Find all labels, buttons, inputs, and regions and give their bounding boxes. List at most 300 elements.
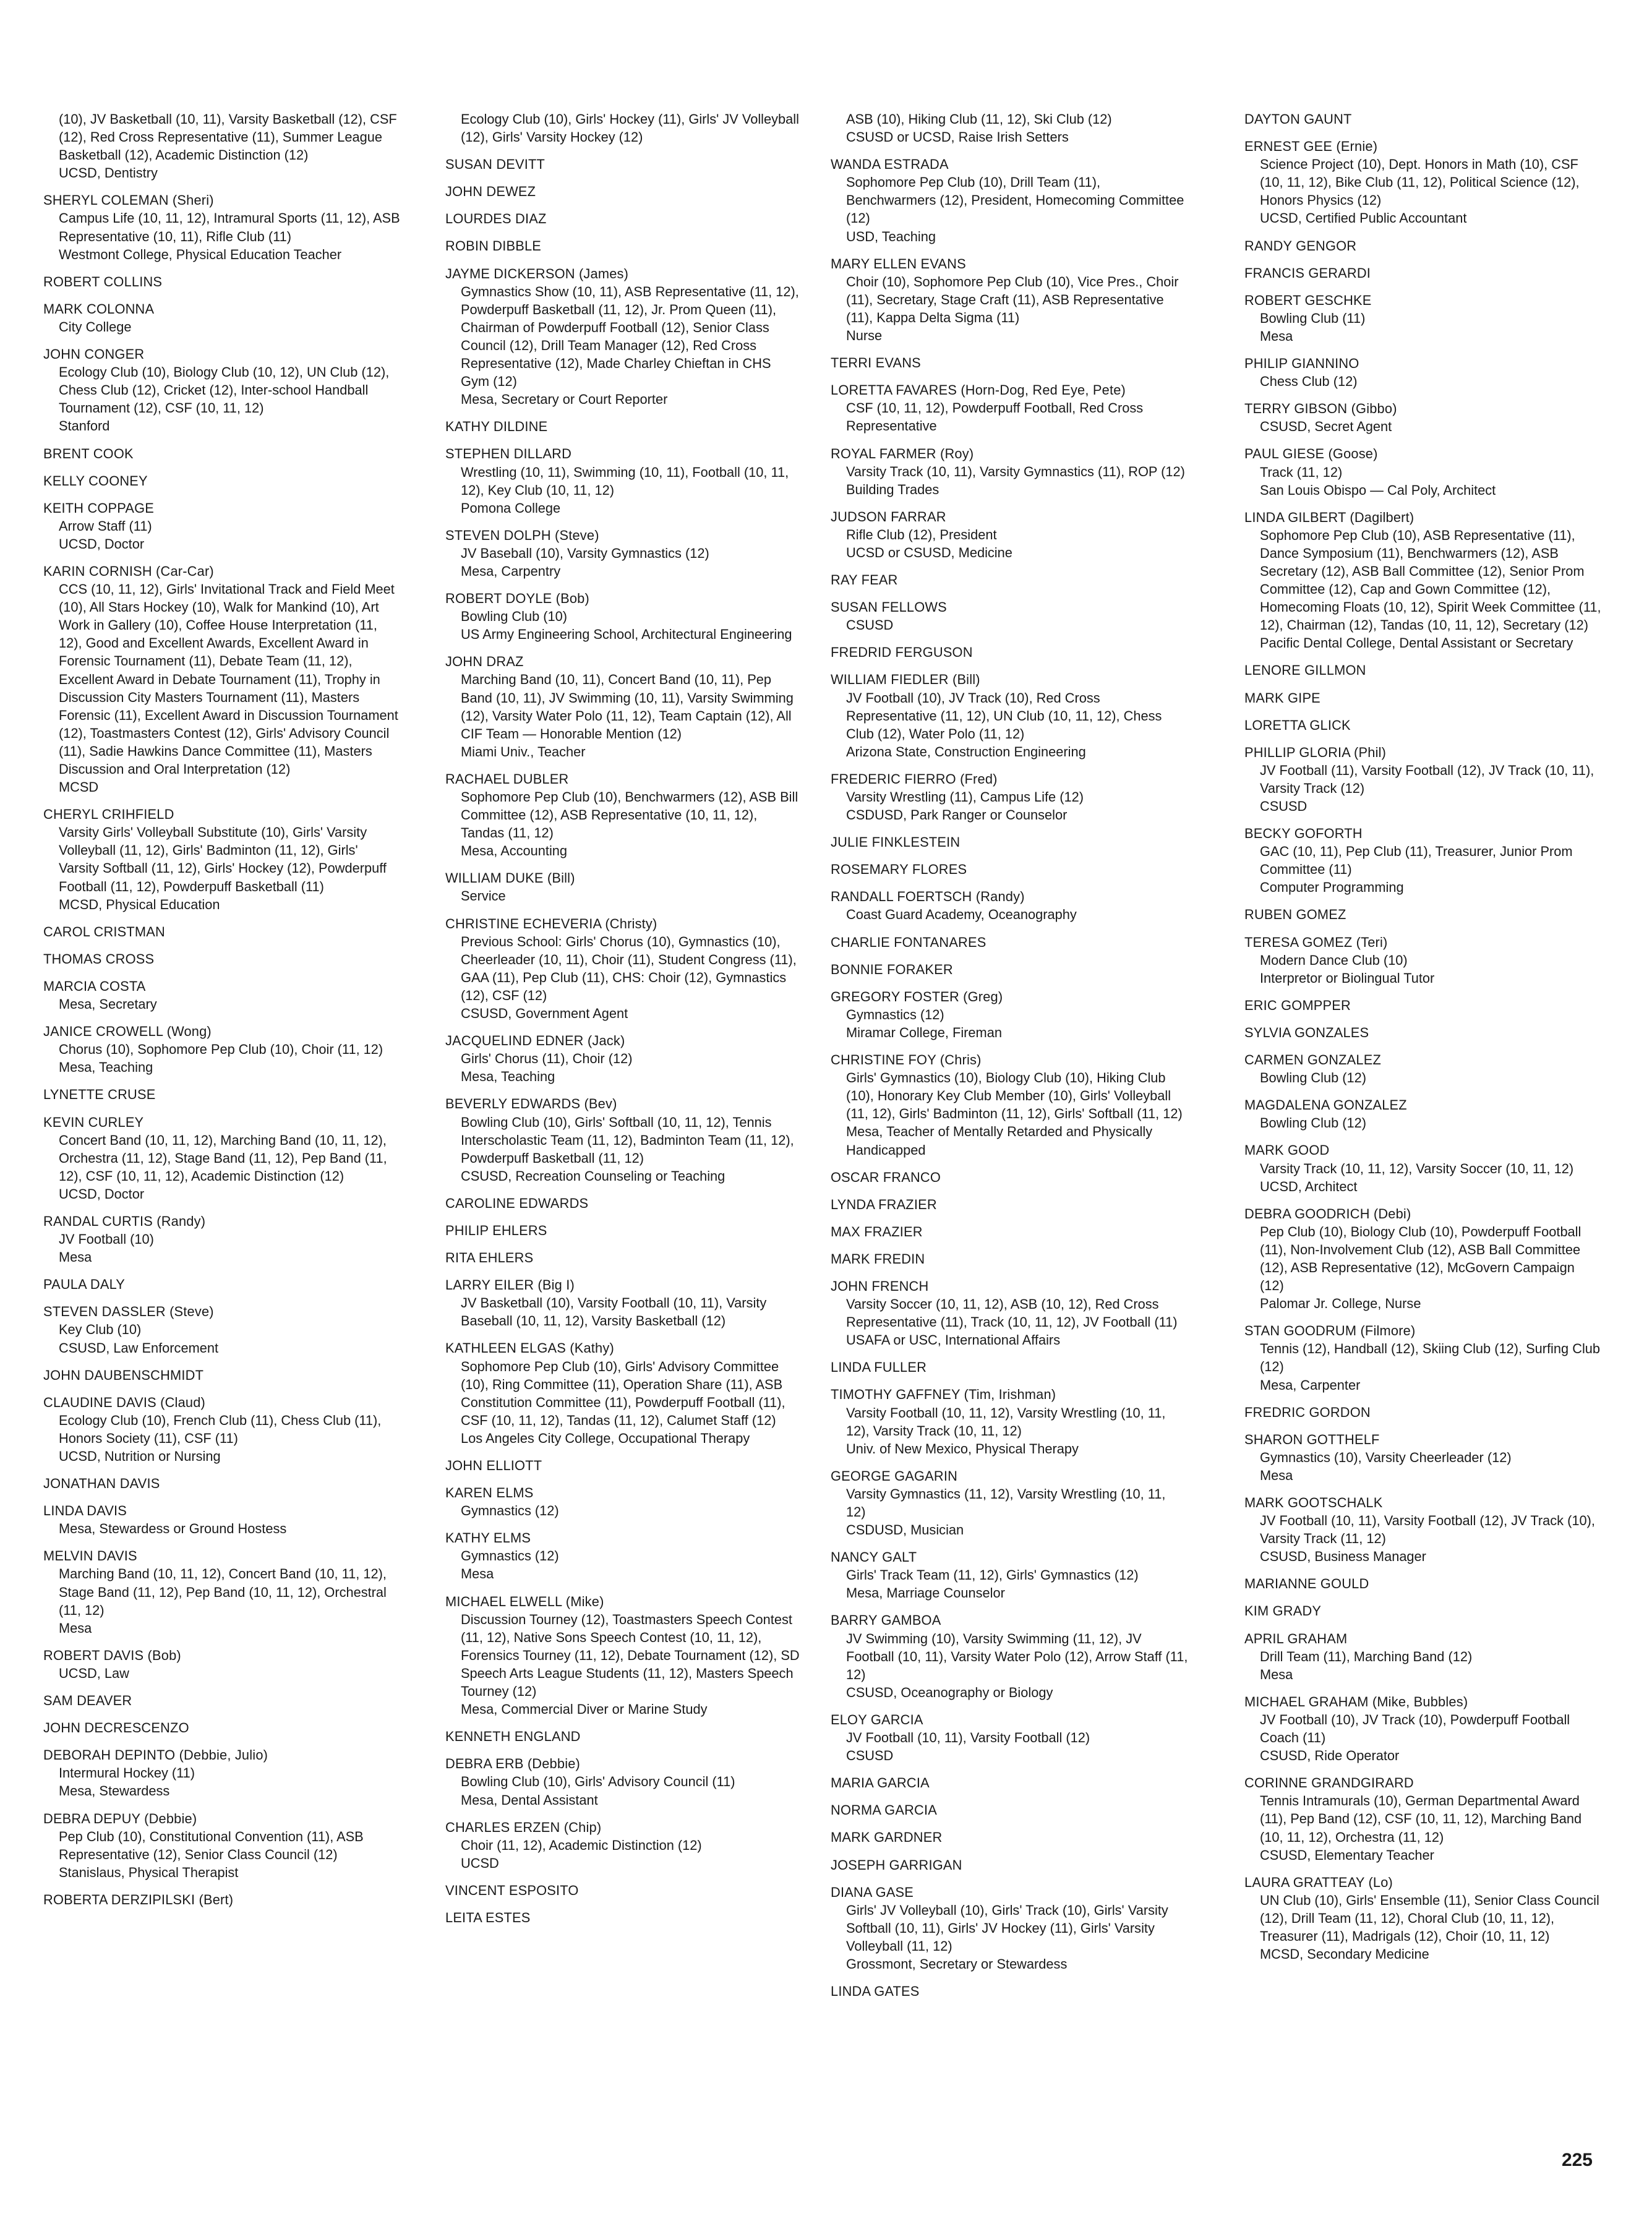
student-name: MELVIN DAVIS [43, 1548, 137, 1564]
student-entry [445, 770, 803, 860]
student-detail-line: CSUSD, Government Agent [461, 1006, 628, 1022]
student-entry [1244, 905, 1602, 923]
student-entry [445, 237, 803, 255]
student-detail-line: Interpretor or Biolingual Tutor [1260, 970, 1435, 986]
student-detail-line: Mesa, Teaching [59, 1059, 153, 1076]
student-entry [43, 445, 401, 463]
student-name: CHRISTINE FOY (Chris) [831, 1052, 982, 1068]
student-name: VINCENT ESPOSITO [445, 1882, 579, 1898]
student-name: FREDERIC FIERRO (Fred) [831, 771, 998, 787]
student-detail-line: Pep Club (10), Biology Club (10), Powderpuff Football (11), Non-Involvement Club (12), ASB Ball Committee (12), ASB Representative (12), McGovern Campaign (12) [1260, 1223, 1581, 1294]
student-name: LORETTA FAVARES (Horn-Dog, Red Eye, Pete) [831, 382, 1126, 398]
student-name: NANCY GALT [831, 1549, 917, 1565]
student-detail-line: Varsity Football (10, 11, 12), Varsity Wrestling (10, 11, 12), Varsity Track (10, 11, 12) [846, 1405, 1166, 1439]
student-name: RAY FEAR [831, 572, 898, 588]
student-entry [43, 1275, 401, 1293]
student-entry [445, 589, 803, 643]
student-detail-line: Gymnastics Show (10, 11), ASB Representative (11, 12), Powderpuff Basketball (11, 12), Jr. Prom Queen (11), Chairman of Powderpuff Football (12), Senior Class Council (12), Drill Team Manager (12), Red Cross Representative (12), Made Charley Chieftan in CHS Gym (12) [461, 283, 799, 390]
student-entry [831, 1168, 1188, 1186]
student-name: THOMAS CROSS [43, 951, 155, 967]
student-entry [831, 598, 1188, 634]
student-entry [831, 1828, 1188, 1846]
student-entry [831, 933, 1188, 951]
student-detail-line: USD, Teaching [846, 228, 936, 244]
student-detail-line: Bowling Club (12) [1260, 1070, 1367, 1086]
student-entry [43, 562, 401, 796]
student-entry [445, 1909, 803, 1927]
student-detail-line: Mesa [59, 1249, 92, 1265]
student-entry [831, 770, 1188, 824]
student-name: ROBERT GESCHKE [1244, 292, 1372, 308]
student-entry [43, 1646, 401, 1682]
student-detail-line: CSUSD or UCSD, Raise Irish Setters [846, 129, 1069, 145]
student-detail-line: Mesa [1260, 1666, 1293, 1682]
student-detail-line: Sophomore Pep Club (10), Drill Team (11), Benchwarmers (12), President, Homecoming Committee (12) [846, 174, 1184, 226]
student-entry [1244, 1322, 1602, 1393]
student-detail-line: Concert Band (10, 11, 12), Marching Band (10, 11, 12), Orchestra (11, 12), Stage Band (11, 12), Pep Band (11, 12), CSF (10, 11, 12), Academic Distinction (12) [59, 1132, 387, 1184]
student-detail-line: Rifle Club (12), President [846, 526, 997, 542]
student-entry [1244, 1575, 1602, 1593]
student-detail-line: UCSD, Certified Public Accountant [1260, 210, 1467, 226]
student-name: APRIL GRAHAM [1244, 1630, 1348, 1646]
student-name: ROBERTA DERZIPILSKI (Bert) [43, 1891, 234, 1907]
student-name: KEVIN CURLEY [43, 1114, 144, 1130]
student-detail-line: Mesa, Teacher of Mentally Retarded and Physically Handicapped [846, 1124, 1153, 1158]
student-name: CAROL CRISTMAN [43, 923, 165, 939]
student-detail-line: Key Club (10) [59, 1322, 142, 1338]
student-name: JANICE CROWELL (Wong) [43, 1024, 212, 1040]
student-name: BRENT COOK [43, 445, 134, 461]
student-name: MAX FRAZIER [831, 1223, 923, 1239]
student-name: CAROLINE EDWARDS [445, 1195, 589, 1211]
student-entry [1244, 996, 1602, 1014]
student-name: DEBRA DEPUY (Debbie) [43, 1810, 197, 1826]
student-detail-line: CSF (10, 11, 12), Powderpuff Football, Red Cross Representative [846, 400, 1144, 434]
student-entry [831, 155, 1188, 245]
student-detail-line: JV Baseball (10), Varsity Gymnastics (12) [461, 545, 709, 561]
student-name: JOHN FRENCH [831, 1278, 929, 1294]
student-name: LORETTA GLICK [1244, 717, 1351, 733]
student-entry [445, 210, 803, 228]
student-detail-line: Discussion Tourney (12), Toastmasters Speech Contest (11, 12), Native Sons Speech Contest (10, 11, 12), Forensics Tourney (11, 12), Debate Tournament (12), SD Speech Arts League Students (11, 12), Masters Speech Tourney (12) [461, 1611, 800, 1700]
student-detail-line: Pep Club (10), Constitutional Convention (11), ASB Representative (12), Senior Class Council (12) [59, 1828, 364, 1862]
directory-column-4 [1244, 110, 1602, 1972]
student-detail-line: Sophomore Pep Club (10), Benchwarmers (12), ASB Bill Committee (12), ASB Representative (10, 11, 12), Tandas (11, 12) [461, 789, 798, 841]
student-detail-line: Pacific Dental College, Dental Assistant or Secretary [1260, 635, 1573, 651]
student-name: RITA EHLERS [445, 1250, 534, 1266]
student-name: MARK GARDNER [831, 1829, 943, 1846]
student-name: WILLIAM FIEDLER (Bill) [831, 672, 980, 688]
student-detail-line: Mesa, Stewardess or Ground Hostess [59, 1521, 287, 1537]
student-entry [445, 1457, 803, 1474]
student-entry [1244, 237, 1602, 255]
student-detail-line: San Louis Obispo — Cal Poly, Architect [1260, 482, 1496, 498]
student-detail-line: Computer Programming [1260, 879, 1404, 896]
student-detail-line: Girls' JV Volleyball (10), Girls' Track (10), Girls' Varsity Softball (10, 11), Girls' JV Hockey (11), Girls' Varsity Volleyball (11, 12) [846, 1902, 1168, 1954]
student-name: MICHAEL ELWELL (Mike) [445, 1593, 604, 1609]
student-name: ELOY GARCIA [831, 1711, 923, 1727]
student-name: SHARON GOTTHELF [1244, 1431, 1380, 1447]
student-entry [831, 1611, 1188, 1701]
student-entry [831, 1051, 1188, 1159]
student-detail-line: Choir (11, 12), Academic Distinction (12) [461, 1837, 702, 1853]
student-name: KEITH COPPAGE [43, 500, 155, 516]
student-entry [831, 833, 1188, 851]
student-entry [43, 977, 401, 1013]
student-entry [445, 1249, 803, 1267]
student-detail-line: Mesa, Marriage Counselor [846, 1585, 1005, 1601]
student-name: GREGORY FOSTER (Greg) [831, 988, 1003, 1004]
student-detail-line: MCSD, Secondary Medicine [1260, 1946, 1429, 1962]
student-detail-line: Gymnastics (12) [846, 1006, 944, 1022]
student-detail-line: Building Trades [846, 481, 939, 497]
student-entry [1244, 1141, 1602, 1195]
student-entry [1244, 1431, 1602, 1484]
student-detail-line: Marching Band (10, 11), Concert Band (10, 11), Pep Band (10, 11), JV Swimming (10, 11), Varsity Swimming (12), Varsity Water Polo (11, 12), Team Captain (12), All CIF Team — Honorable Mention (12) [461, 672, 794, 742]
student-name: OSCAR FRANCO [831, 1169, 941, 1185]
student-entry-continued [831, 110, 1188, 146]
student-entry [831, 888, 1188, 923]
student-name: MARK GOOTSCHALK [1244, 1495, 1383, 1510]
student-entry [445, 1339, 803, 1447]
student-detail-line: Girls' Chorus (11), Choir (12) [461, 1051, 633, 1067]
student-entry [43, 1692, 401, 1709]
student-detail-line: CSUSD, Business Manager [1260, 1549, 1426, 1565]
student-detail-line: Arrow Staff (11) [59, 518, 152, 534]
student-detail-line: Westmont College, Physical Education Teacher [59, 246, 342, 262]
student-name: PAULA DALY [43, 1277, 126, 1293]
student-name: DEBRA GOODRICH (Debi) [1244, 1205, 1411, 1221]
student-detail-line: Mesa, Dental Assistant [461, 1792, 598, 1808]
student-entry [1244, 1051, 1602, 1087]
student-name: LARRY EILER (Big I) [445, 1277, 575, 1293]
student-entry [1244, 400, 1602, 435]
student-detail-line: UCSD or CSUSD, Medicine [846, 544, 1012, 560]
student-detail-line: CSUSD [1260, 798, 1307, 814]
student-name: PHILLIP GLORIA (Phil) [1244, 744, 1387, 760]
student-entry [831, 354, 1188, 372]
student-entry [445, 182, 803, 200]
student-detail-line: JV Football (10, 11), Varsity Football (12), JV Track (10), Varsity Track (11, 12) [1260, 1513, 1595, 1547]
student-name: LINDA GILBERT (Dagilbert) [1244, 509, 1414, 525]
student-detail-line: MCSD [59, 779, 99, 795]
student-detail-line: CSUSD, Oceanography or Biology [846, 1684, 1053, 1700]
student-detail-line: Service [461, 888, 506, 904]
student-name: ROBIN DIBBLE [445, 238, 542, 254]
student-name: DIANA GASE [831, 1884, 914, 1900]
student-detail-line: Coast Guard Academy, Oceanography [846, 907, 1077, 923]
student-name: FREDRID FERGUSON [831, 644, 973, 661]
student-detail-line: Stanislaus, Physical Therapist [59, 1864, 239, 1880]
student-detail-line: Sophomore Pep Club (10), ASB Representative (11), Dance Symposium (11), Benchwarmers (12), ASB Secretary (12), ASB Ball Committee (12), Senior Prom Committee (12), Cap and Gown Committee (12), Homecoming Floats (10, 12), Spirit Week Committee (11, 12), Chairman (12), Tandas (10, 11, 12), Secretary (12) [1260, 527, 1601, 633]
student-detail-line: Varsity Girls' Volleyball Substitute (10), Girls' Varsity Volleyball (11, 12), Girls' Badminton (11, 12), Girls' Varsity Softball (11, 12), Girls' Hockey (12), Powderpuff Football (11, 12), Powderpuff Basketball (11) [59, 824, 387, 894]
student-entry [1244, 291, 1602, 345]
student-detail-line: CSUSD [846, 1748, 894, 1764]
student-entry [1244, 508, 1602, 652]
student-entry [831, 988, 1188, 1042]
student-entry [831, 1774, 1188, 1792]
student-entry [831, 1277, 1188, 1349]
student-detail-line: CCS (10, 11, 12), Girls' Invitational Track and Field Meet (10), All Stars Hockey (10), Walk for Mankind (10), Art Work in Gallery (10), Coffee House Interpretation (11, 12), Good and Excellent Awards, Excellent Award in Forensic Tournament (11), Debate Team (11, 12), Excellent Award in Debate Tournament (11), Trophy in Discussion City Masters Tournament (11), Masters Forensic (11), Excellent Award in Discussion Tournament (12), Toastmasters Contest (12), Girls' Advisory Council (11), Sadie Hawkins Dance Committee (11), Masters Discussion and Oral Interpretation (12) [59, 581, 398, 777]
student-detail-line: Mesa, Carpenter [1260, 1377, 1361, 1393]
student-detail-line: Gymnastics (10), Varsity Cheerleader (12) [1260, 1449, 1512, 1465]
student-name: STEPHEN DILLARD [445, 446, 572, 462]
student-entry [445, 915, 803, 1023]
student-detail-line: UCSD, Nutrition or Nursing [59, 1448, 221, 1464]
student-name: LOURDES DIAZ [445, 211, 547, 227]
student-detail-line: Track (11, 12) [1260, 464, 1343, 480]
student-entry [1244, 110, 1602, 128]
student-name: CHRISTINE ECHEVERIA (Christy) [445, 915, 657, 931]
student-entry [43, 1212, 401, 1266]
student-detail-line: UCSD, Doctor [59, 1186, 145, 1202]
student-entry [43, 1303, 401, 1356]
student-detail-line: Girls' Track Team (11, 12), Girls' Gymnastics (12) [846, 1567, 1139, 1583]
student-name: NORMA GARCIA [831, 1802, 937, 1818]
student-detail-line: Campus Life (10, 11, 12), Intramural Sports (11, 12), ASB Representative (10, 11), Rifle Club (11) [59, 210, 400, 244]
student-entry [43, 1719, 401, 1737]
student-detail-line: UCSD [461, 1855, 499, 1871]
student-detail-line: Marching Band (10, 11, 12), Concert Band (10, 11, 12), Stage Band (11, 12), Pep Band (10, 11, 12), Orchestral (11, 12) [59, 1566, 387, 1618]
student-detail-line: MCSD, Physical Education [59, 896, 220, 912]
student-detail-line: Gymnastics (12) [461, 1548, 559, 1564]
student-name: PAUL GIESE (Goose) [1244, 446, 1378, 462]
student-detail-line: USAFA or USC, International Affairs [846, 1332, 1061, 1348]
student-name: LINDA FULLER [831, 1359, 927, 1375]
student-name: RANDY GENGOR [1244, 237, 1357, 254]
student-entry [445, 1276, 803, 1330]
student-entry [445, 652, 803, 761]
student-entry [831, 1801, 1188, 1819]
student-detail-line: Pomona College [461, 500, 561, 516]
student-entry [445, 1095, 803, 1184]
student-entry [831, 445, 1188, 498]
student-detail-line: Choir (10), Sophomore Pep Club (10), Vice Pres., Choir (11), Secretary, Stage Craft (11), ASB Representative (11), Kappa Delta Sigma (11) [846, 273, 1179, 325]
student-name: ROBERT DOYLE (Bob) [445, 591, 589, 607]
student-entry [831, 960, 1188, 978]
student-detail-line: JV Football (10), JV Track (10), Powderpuff Football Coach (11) [1260, 1711, 1570, 1746]
student-entry [1244, 137, 1602, 227]
student-detail-line: Ecology Club (10), French Club (11), Chess Club (11), Honors Society (11), CSF (11) [59, 1412, 382, 1446]
student-entry [831, 508, 1188, 562]
student-detail-line: Varsity Soccer (10, 11, 12), ASB (10, 12), Red Cross Representative (11), Track (10, 11, 12), JV Football (11) [846, 1296, 1178, 1330]
student-name: KATHY DILDINE [445, 419, 548, 435]
student-detail-line: Univ. of New Mexico, Physical Therapy [846, 1440, 1079, 1457]
student-entry [831, 1548, 1188, 1602]
student-entry [445, 1727, 803, 1745]
student-detail-line: Mesa, Stewardess [59, 1783, 170, 1799]
student-name: KENNETH ENGLAND [445, 1729, 581, 1745]
student-entry [43, 950, 401, 968]
student-name: JULIE FINKLESTEIN [831, 834, 961, 850]
student-detail-line: Mesa, Teaching [461, 1069, 555, 1085]
student-entry [1244, 264, 1602, 282]
student-entry [445, 1818, 803, 1872]
student-name: JAYME DICKERSON (James) [445, 265, 629, 281]
student-entry [831, 1856, 1188, 1874]
student-detail-line: GAC (10, 11), Pep Club (11), Treasurer, Junior Prom Committee (11) [1260, 844, 1573, 878]
student-detail-line: Mesa [1260, 1467, 1293, 1483]
student-entry [831, 1250, 1188, 1268]
student-entry [1244, 743, 1602, 815]
student-detail-line: Los Angeles City College, Occupational Therapy [461, 1430, 750, 1446]
student-entry [1244, 661, 1602, 679]
student-detail-line: Miami Univ., Teacher [461, 743, 586, 759]
student-detail-line: Mesa, Secretary [59, 996, 157, 1012]
student-entry [445, 1221, 803, 1239]
student-name: SUSAN FELLOWS [831, 599, 947, 615]
student-name: MARIANNE GOULD [1244, 1576, 1369, 1592]
student-entry-continued [445, 110, 803, 146]
student-detail-line: Mesa [461, 1566, 494, 1582]
student-entry [831, 1467, 1188, 1539]
student-detail-line: Mesa, Secretary or Court Reporter [461, 391, 668, 408]
student-detail-line: CSUSD [846, 617, 894, 633]
student-entry [831, 381, 1188, 435]
student-entry [831, 670, 1188, 760]
student-name: JOHN CONGER [43, 346, 145, 362]
student-name: FRANCIS GERARDI [1244, 265, 1371, 281]
student-name: ROBERT COLLINS [43, 273, 163, 289]
student-name: BECKY GOFORTH [1244, 826, 1363, 842]
student-entry [1244, 1774, 1602, 1863]
student-entry [43, 1474, 401, 1492]
student-detail-line: Miramar College, Fireman [846, 1024, 1002, 1040]
student-entry [445, 417, 803, 435]
student-name: STEVEN DOLPH (Steve) [445, 527, 599, 543]
student-entry [1244, 354, 1602, 390]
student-entry [831, 1223, 1188, 1241]
student-name: FREDRIC GORDON [1244, 1404, 1371, 1420]
student-name: LYNETTE CRUSE [43, 1087, 156, 1103]
student-name: JOHN DAUBENSCHMIDT [43, 1367, 204, 1383]
student-detail-line: UCSD, Law [59, 1665, 129, 1681]
student-name: LEITA ESTES [445, 1909, 531, 1925]
student-detail-line: UCSD, Dentistry [59, 165, 158, 181]
student-detail-line: JV Football (10, 11), Varsity Football (12) [846, 1730, 1090, 1746]
student-entry [43, 805, 401, 913]
student-name: MARIA GARCIA [831, 1775, 930, 1791]
student-entry [1244, 1024, 1602, 1042]
student-name: PHILIP EHLERS [445, 1222, 547, 1238]
student-detail-line: Varsity Gymnastics (11, 12), Varsity Wrestling (10, 11, 12) [846, 1486, 1166, 1520]
student-detail-line: (10), JV Basketball (10, 11), Varsity Basketball (12), CSF (12), Red Cross Representative (11), Summer League Basketball (12), Academic Distinction (12) [59, 111, 397, 163]
student-entry [831, 1196, 1188, 1213]
student-detail-line: Mesa [59, 1620, 92, 1636]
student-detail-line: Drill Team (11), Marching Band (12) [1260, 1648, 1473, 1664]
student-entry [1244, 1205, 1602, 1313]
student-name: MICHAEL GRAHAM (Mike, Bubbles) [1244, 1693, 1468, 1709]
student-entry [43, 499, 401, 553]
student-name: BARRY GAMBOA [831, 1612, 941, 1628]
student-detail-line: Tennis (12), Handball (12), Skiing Club (12), Surfing Club (12) [1260, 1341, 1601, 1375]
student-entry [43, 1746, 401, 1800]
student-name: CHARLES ERZEN (Chip) [445, 1819, 602, 1835]
student-name: DAYTON GAUNT [1244, 111, 1352, 127]
student-entry [831, 1358, 1188, 1376]
student-entry [445, 155, 803, 173]
student-entry [1244, 1096, 1602, 1132]
student-entry [445, 445, 803, 516]
student-name: LINDA DAVIS [43, 1503, 127, 1519]
student-name: CHERYL CRIHFIELD [43, 806, 174, 823]
student-detail-line: Ecology Club (10), Biology Club (10, 12), UN Club (12), Chess Club (12), Cricket (12), Inter-school Handball Tournament (12), CSF (10, 11, 12) [59, 364, 390, 416]
student-name: MARK COLONNA [43, 301, 155, 317]
student-detail-line: CSUSD, Ride Operator [1260, 1748, 1400, 1764]
student-name: CORINNE GRANDGIRARD [1244, 1775, 1414, 1791]
student-detail-line: Wrestling (10, 11), Swimming (10, 11), Football (10, 11, 12), Key Club (10, 11, 12) [461, 464, 789, 498]
student-name: RANDAL CURTIS (Randy) [43, 1213, 206, 1229]
student-entry [445, 1593, 803, 1719]
student-detail-line: JV Swimming (10), Varsity Swimming (11, 12), JV Football (10, 11), Varsity Water Polo (12), Arrow Staff (11, 12) [846, 1630, 1188, 1682]
student-detail-line: Tennis Intramurals (10), German Departmental Award (11), Pep Band (12), CSF (10, 11, 12), Marching Band (10, 11, 12), Orchestra (11, 12) [1260, 1793, 1582, 1845]
student-detail-line: Bowling Club (10) [461, 609, 568, 625]
student-name: LENORE GILLMON [1244, 662, 1366, 678]
student-detail-line: Intermural Hockey (11) [59, 1765, 195, 1781]
student-entry [43, 300, 401, 336]
student-name: STAN GOODRUM (Filmore) [1244, 1323, 1416, 1339]
student-name: SUSAN DEVITT [445, 156, 546, 173]
student-detail-line: CSDUSD, Park Ranger or Counselor [846, 807, 1068, 823]
student-name: MAGDALENA GONZALEZ [1244, 1097, 1407, 1113]
student-detail-line: CSDUSD, Musician [846, 1522, 964, 1538]
student-name: LAURA GRATTEAY (Lo) [1244, 1874, 1393, 1890]
student-detail-line: Arizona State, Construction Engineering [846, 743, 1086, 759]
student-name: JOHN ELLIOTT [445, 1458, 542, 1473]
student-name: ROBERT DAVIS (Bob) [43, 1647, 181, 1663]
student-detail-line: Bowling Club (10), Girls' Advisory Council (11) [461, 1774, 735, 1790]
student-name: ROSEMARY FLORES [831, 862, 967, 878]
directory-column-3 [831, 110, 1188, 2009]
student-detail-line: UCSD, Architect [1260, 1178, 1358, 1194]
student-entry [445, 1755, 803, 1808]
student-detail-line: Varsity Wrestling (11), Campus Life (12) [846, 789, 1084, 805]
student-detail-line: City College [59, 319, 132, 335]
student-detail-line: Bowling Club (12) [1260, 1115, 1367, 1131]
student-detail-line: Varsity Track (10, 11, 12), Varsity Soccer (10, 11, 12) [1260, 1160, 1574, 1176]
student-entry [1244, 1873, 1602, 1963]
student-detail-line: Palomar Jr. College, Nurse [1260, 1296, 1421, 1312]
student-entry [831, 1883, 1188, 1973]
student-name: KAREN ELMS [445, 1485, 534, 1501]
student-detail-line: Nurse [846, 328, 883, 344]
student-entry-continued [43, 110, 401, 182]
student-detail-line: UCSD, Doctor [59, 536, 145, 552]
student-entry [445, 1484, 803, 1520]
student-detail-line: Previous School: Girls' Chorus (10), Gymnastics (10), Cheerleader (10, 11), Choir (11), Student Congress (11), GAA (11), Pep Club (11), CHS: Choir (12), Gymnastics (12), CSF (12) [461, 933, 797, 1003]
student-detail-line: ASB (10), Hiking Club (11, 12), Ski Club (12) [846, 111, 1112, 127]
student-entry [831, 255, 1188, 344]
student-entry [1244, 1693, 1602, 1765]
student-entry [1244, 1630, 1602, 1683]
student-name: KATHY ELMS [445, 1530, 531, 1546]
student-name: DEBRA ERB (Debbie) [445, 1756, 581, 1772]
student-name: KATHLEEN ELGAS (Kathy) [445, 1340, 614, 1356]
student-detail-line: CSUSD, Secret Agent [1260, 419, 1392, 435]
directory-column-1 [43, 110, 401, 1918]
student-name: MARY ELLEN EVANS [831, 255, 966, 272]
student-detail-line: JV Football (11), Varsity Football (12), JV Track (10, 11), Varsity Track (12) [1260, 762, 1594, 796]
student-entry [43, 472, 401, 490]
student-entry [831, 1385, 1188, 1457]
student-name: TERRY GIBSON (Gibbo) [1244, 401, 1397, 417]
student-name: JOHN DRAZ [445, 654, 524, 670]
student-entry [445, 526, 803, 580]
student-detail-line: Stanford [59, 418, 110, 434]
student-name: JOHN DECRESCENZO [43, 1720, 189, 1736]
student-entry [43, 923, 401, 941]
student-entry [43, 273, 401, 291]
